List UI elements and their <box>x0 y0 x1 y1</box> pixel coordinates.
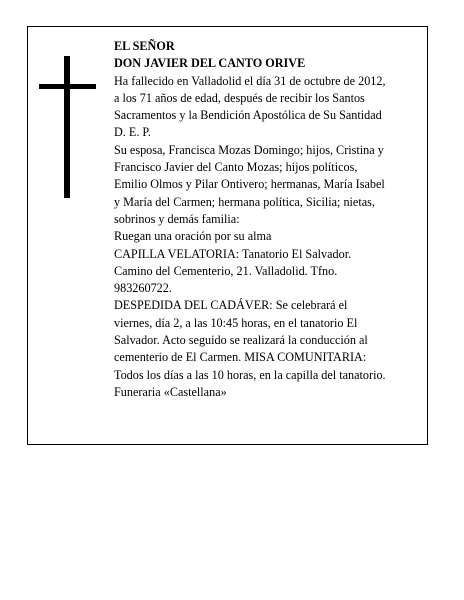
deceased-name: DON JAVIER DEL CANTO ORIVE <box>114 56 306 71</box>
obituary-text <box>114 38 426 401</box>
text-line: Emilio Olmos y Pilar Ontivero; hermanas, María Isabel <box>114 177 385 192</box>
text-line: Sacramentos y la Bendición Apostólica de Su Santidad <box>114 108 382 123</box>
text-line: Ruegan una oración por su alma <box>114 229 272 244</box>
text-line: 983260722. <box>114 281 172 296</box>
cross-icon <box>64 56 70 198</box>
text-line: DESPEDIDA DEL CADÁVER: Se celebrará el <box>114 298 348 313</box>
text-line: a los 71 años de edad, después de recibir los Santos <box>114 90 365 105</box>
text-line: Funeraria «Castellana» <box>114 384 227 399</box>
text-line: Camino del Cementerio, 21. Valladolid. Tfno. <box>114 263 338 278</box>
text-line: cementerio de El Carmen. MISA COMUNITARIA: <box>114 350 367 365</box>
text-line: Francisco Javier del Canto Mozas; hijos políticos, <box>114 160 358 175</box>
cross-icon-crossbar <box>39 84 96 89</box>
text-line: Ha fallecido en Valladolid el día 31 de octubre de 2012, <box>114 73 386 88</box>
heading-honorific: EL SEÑOR <box>114 39 175 53</box>
text-line: sobrinos y demás familia: <box>114 211 240 226</box>
text-line: y María del Carmen; hermana política, Sicilia; nietas, <box>114 194 375 209</box>
text-line: D. E. P. <box>114 125 151 140</box>
text-line: Su esposa, Francisca Mozas Domingo; hijos, Cristina y <box>114 142 384 157</box>
text-line: viernes, día 2, a las 10:45 horas, en el tanatorio El <box>114 315 358 330</box>
text-line: CAPILLA VELATORIA: Tanatorio El Salvador. <box>114 246 352 261</box>
text-line: Todos los días a las 10 horas, en la capilla del tanatorio. <box>114 367 386 382</box>
text-line: Salvador. Acto seguido se realizará la conducción al <box>114 333 368 348</box>
